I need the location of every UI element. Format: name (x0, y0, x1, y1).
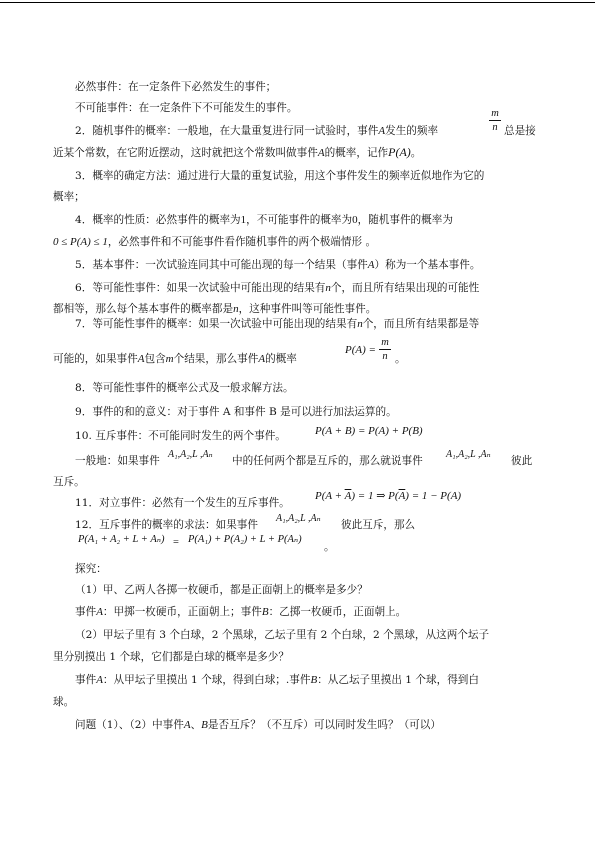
math-one: 1 (240, 214, 247, 226)
math-A: A (317, 147, 325, 159)
line-item-3b: 概率； (53, 191, 85, 203)
text-item-10b-end: 彼此 (511, 455, 533, 467)
heading-exploration: 探究： (75, 563, 107, 575)
line-certain-event: 必然事件：在一定条件下必然发生的事件； (75, 81, 277, 93)
math-complement-abar: $\overline{A}$ (344, 490, 352, 502)
math-probability-range: 0 ≤ P(A) ≤ 1 (53, 236, 108, 248)
math-event-list: A₁,A₂,L ,Aₙ (446, 449, 491, 460)
text-item-7-start: 7．等可能性事件的概率：如果一次试验中可能出现的结果有 (75, 318, 358, 330)
math-sum-rule: P(A + B) = P(A) + P(B) (315, 425, 423, 437)
text-event-label: 事件 (75, 606, 97, 618)
math-complement-rule (315, 490, 461, 503)
text-item-2-mid: 发生的频率 (385, 125, 439, 137)
math-A: A (378, 125, 386, 137)
fraction-denominator: n (492, 122, 498, 133)
fraction-m-over-n (489, 108, 501, 133)
math-n: n (233, 303, 239, 315)
math-m: m (165, 353, 174, 365)
line-item-12: 12．互斥事件的概率的求法：如果事件 (75, 519, 258, 531)
line-item-4b (53, 235, 376, 249)
math-n: n (325, 282, 331, 294)
math-sum-n-right: P(A₁) + P(A₂) + L + P(Aₙ) (188, 534, 302, 545)
top-rule (0, 2, 595, 3)
text-event-a-desc: ：甲掷一枚硬币，正面朝上；事件 (102, 606, 262, 618)
question-2a: （2）甲坛子里有 3 个白球，2 个黑球，乙坛子里有 2 个白球，2 个黑球，从这两个坛子 (75, 629, 490, 641)
text-item-7-end: 个，而且所有结果都是等 (362, 318, 480, 330)
line-item-7a (75, 317, 479, 331)
text-item-6b-start: 都相等，那么每个基本事件的概率都是 (53, 303, 234, 315)
text-item-7b-contains: 包含 (144, 353, 166, 365)
line-events-q1 (75, 605, 406, 619)
fraction-m-over-n-2 (379, 337, 391, 362)
line-item-2b (53, 146, 421, 160)
text-question-start: 问题（1）、（2）中事件 (75, 719, 184, 731)
fraction-bar (379, 349, 391, 350)
math-A: A (137, 353, 145, 365)
text-question-sep: 、 (190, 719, 202, 731)
text-item-2-start: 2．随机事件的概率：一般地，在大量重复进行同一试验时，事件 (75, 125, 379, 137)
text-item-6-end: 个，而且所有结果出现的可能性 (330, 282, 480, 294)
text-event-label: 事件 (75, 674, 97, 686)
fraction-denominator: n (382, 351, 388, 362)
fraction-bar (489, 120, 501, 121)
text-item-7b-start: 可能的，如果事件 (53, 353, 138, 365)
text-item-7b-prob: 的概率 (265, 353, 297, 365)
line-item-10b: 一般地：如果事件 (75, 455, 160, 467)
text-item-2-end: 总是接 (504, 125, 536, 137)
line-impossible-event: 不可能事件：在一定条件下不可能发生的事件。 (75, 102, 298, 114)
question-2b: 里分别摸出 1 个球，它们都是白球的概率是多少？ (53, 651, 289, 663)
text-event-b-desc: ：乙掷一枚硬币，正面朝上。 (268, 606, 407, 618)
math-complement-abar: $\overline{A}$ (398, 490, 406, 502)
fraction-numerator: m (491, 108, 499, 119)
math-n: n (357, 318, 363, 330)
math-PA-equals: P(A) = (345, 344, 376, 356)
text-item-2b-start: 近某个常数，在它附近摆动，这时就把这个常数叫做事件 (53, 147, 318, 159)
line-item-5 (75, 258, 480, 272)
text-item-5-end: ）称为一个基本事件。 (374, 259, 481, 271)
text-item-4-start: 4．概率的性质：必然事件的概率为 (75, 214, 241, 226)
math-A: A (258, 353, 266, 365)
text-item-6b-end: ，这种事件叫等可能性事件。 (238, 303, 377, 315)
math-event-list: A₁,A₂,L ,Aₙ (168, 449, 213, 460)
math-complement-b: ) = 1 ⇒ P( (351, 490, 399, 502)
line-events-q2-end: 球。 (53, 696, 75, 708)
line-item-11: 11．对立事件：必然有一个发生的互斥事件。 (75, 497, 290, 509)
math-A: A (183, 719, 191, 731)
math-B: B (261, 606, 269, 618)
line-item-8: 8．等可能性事件的概率公式及一般求解方法。 (75, 382, 294, 394)
math-A: A (96, 674, 103, 686)
line-question-final (75, 718, 441, 732)
text-event-b-desc: ：从乙坛子里摸出 1 个球，得到白 (317, 674, 479, 686)
text-event-a-desc: ：从甲坛子里摸出 1 个球，得到白球；.事件 (102, 674, 311, 686)
line-item-6b (53, 302, 376, 316)
text-item-4-mid: ，不可能事件的概率为 (246, 214, 353, 226)
math-sum-n-left: P(A₁ + A₂ + L + Aₙ) (78, 534, 165, 545)
math-event-list: A₁,A₂,L ,Aₙ (276, 513, 321, 524)
math-zero: 0 (352, 214, 358, 226)
line-events-q2 (75, 673, 479, 687)
line-item-10: 10. 互斥事件：不可能同时发生的两个事件。 (75, 430, 286, 442)
math-sum-n-eq: = (173, 537, 179, 548)
math-complement-c: ) = 1 − P(A) (405, 490, 462, 502)
text-item-10b-mid: 中的任何两个都是互斥的，那么就说事件 (232, 455, 423, 467)
line-item-4a (75, 213, 453, 227)
math-A: A (367, 259, 375, 271)
text-item-4-end: ，随机事件的概率为 (357, 214, 453, 226)
math-A: A (96, 606, 103, 618)
line-item-3a: 3．概率的确定方法：通过进行大量的重复试验，用这个事件发生的频率近似地作为它的 (75, 170, 485, 182)
text-question-end: 是否互斥？（不互斥）可以同时发生吗？（可以） (207, 719, 441, 731)
line-item-9: 9．事件的和的意义：对于事件 A 和事件 B 是可以进行加法运算的。 (75, 406, 397, 418)
question-1: （1）甲、乙两人各掷一枚硬币，都是正面朝上的概率是多少？ (75, 584, 368, 596)
line-item-10c: 互斥。 (53, 476, 85, 488)
text-item-7b-end: 。 (395, 353, 406, 365)
line-item-2a (75, 124, 438, 138)
text-item-4b: ，必然事件和不可能事件看作随机事件的两个极端情形 。 (107, 236, 377, 248)
text-item-2b-end: 。 (410, 147, 422, 159)
math-PA: P(A) (388, 145, 411, 159)
text-item-7b-mid: 个结果，那么事件 (173, 353, 259, 365)
math-B: B (201, 719, 208, 731)
text-item-12b-end: 。 (324, 541, 335, 553)
math-B: B (310, 674, 318, 686)
text-item-12-end: 彼此互斥，那么 (341, 519, 416, 531)
text-item-5-start: 5．基本事件：一次试验连同其中可能出现的每一个结果（事件 (75, 259, 368, 271)
text-item-6-start: 6．等可能性事件：如果一次试验中可能出现的结果有 (75, 282, 326, 294)
line-item-7b (53, 352, 297, 366)
line-item-6a (75, 281, 479, 295)
fraction-numerator: m (381, 337, 389, 348)
math-complement-a: P(A + (315, 490, 345, 502)
text-item-2b-mid: 的概率，记作 (324, 147, 389, 159)
